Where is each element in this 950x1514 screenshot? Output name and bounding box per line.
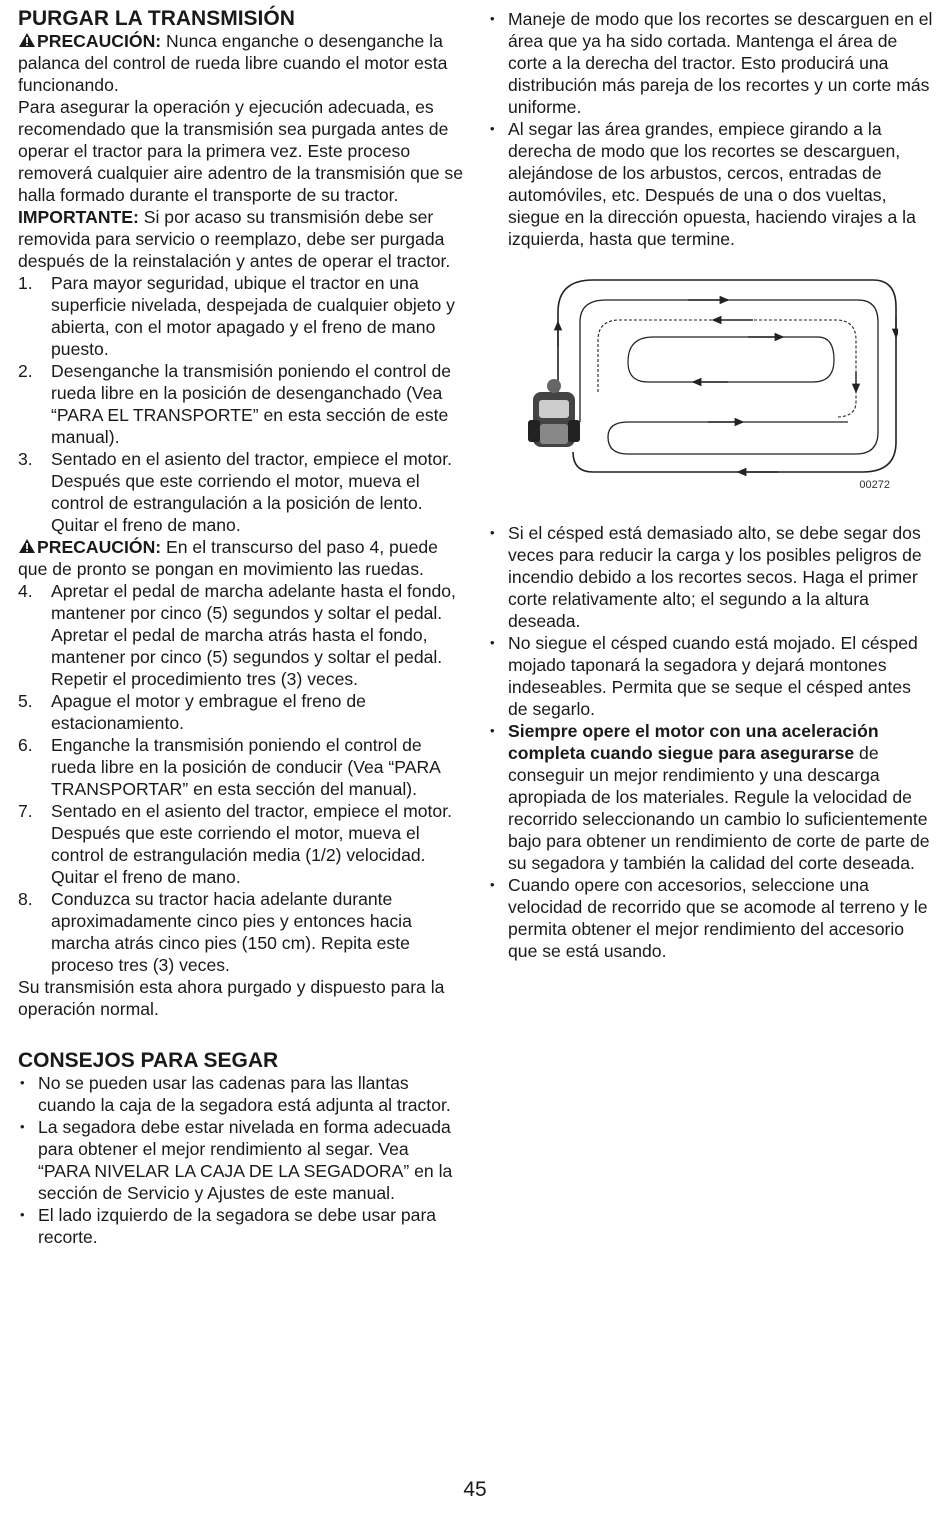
step-number: 4. xyxy=(18,581,33,601)
step-item xyxy=(18,272,463,360)
caution-1-label: PRECAUCIÓN: xyxy=(37,31,162,51)
important-note xyxy=(18,206,463,272)
step-number: 3. xyxy=(18,449,33,469)
step-item xyxy=(18,888,463,976)
caution-2-text: En el transcurso del paso 4, puede que de pronto se pongan en movimiento las ruedas. xyxy=(18,537,438,579)
step-number: 7. xyxy=(18,801,33,821)
inner-path-2 xyxy=(598,320,856,417)
warning-triangle-icon xyxy=(18,538,36,554)
caution-1 xyxy=(18,30,463,96)
step-text: Para mayor seguridad, ubique el tractor en una superficie nivelada, despejada de cualquier objeto y abierta, con el motor apagado y el freno de mano puesto. xyxy=(51,273,455,359)
list-item: • Cuando opere con accesorios, seleccione una velocidad de recorrido que se acomode al terreno y le permita obtener el mejor rendimiento del accesorio que se está usando. xyxy=(488,874,934,962)
step-item xyxy=(18,360,463,448)
important-text: Si por acaso su transmisión debe ser removida para servicio o reemplazo, debe ser purgada después de la reinstalación y antes de operar el tractor. xyxy=(18,207,451,271)
step-number: 6. xyxy=(18,735,33,755)
step-text: Conduzca su tractor hacia adelante durante aproximadamente cinco pies y entonces hacia marcha atrás cinco pies (150 cm). Repita este proceso tres (3) veces. xyxy=(51,889,412,975)
purge-steps-b xyxy=(18,580,463,976)
list-item: • No siegue el césped cuando está mojado. El césped mojado taponará la segadora y dejará montones indeseables. Permita que se seque el césped antes de segarlo. xyxy=(488,632,934,720)
purge-intro: Para asegurar la operación y ejecución adecuada, es recomendado que la transmisión sea purgada antes de operar el tractor para la primera vez. Este proceso removerá cualquier aire adentro de la transmisión que se halla formado durante el transporte de su tractor. xyxy=(18,97,463,205)
warning-triangle-icon xyxy=(18,32,36,48)
tractor-icon xyxy=(528,379,580,447)
list-item: • La segadora debe estar nivelada en forma adecuada para obtener el mejor rendimiento al segar. Vea “PARA NIVELAR LA CAJA DE LA SEGADORA” en la sección de Servicio y Ajustes de este manual. xyxy=(18,1116,463,1204)
caution-2 xyxy=(18,536,463,580)
step-number: 2. xyxy=(18,361,33,381)
step-text: Enganche la transmisión poniendo el control de rueda libre en la posición de conducir (Vea “PARA TRANSPORTAR” en esta sección del manual). xyxy=(51,735,440,799)
step-item xyxy=(18,734,463,800)
page-number: 45 xyxy=(463,1478,487,1501)
tips-right-list-top xyxy=(488,8,934,250)
left-column xyxy=(18,8,463,1248)
step-number: 5. xyxy=(18,691,33,711)
list-item: • Maneje de modo que los recortes se descarguen en el área que ya ha sido cortada. Mantenga el área de corte a la derecha del tractor. Esto producirá una distribución más pareja de los recortes y un corte más uniforme. xyxy=(488,8,934,118)
list-item: • Al segar las área grandes, empiece girando a la derecha de modo que los recortes se descarguen, alejándose de los arbustos, cercos, entradas de automóviles, etc. Después de una o dos vueltas, siegue en la dirección opuesta, haciendo virajes a la izquierda, hasta que termine. xyxy=(488,118,934,250)
tips-left-list xyxy=(18,1072,463,1248)
step-item xyxy=(18,800,463,888)
caution-2-label: PRECAUCIÓN: xyxy=(37,537,162,557)
step-item xyxy=(18,580,463,690)
section-title-purge: PURGAR LA TRANSMISIÓN xyxy=(18,7,295,30)
step-text: Sentado en el asiento del tractor, empiece el motor. Después que este corriendo el motor, mueva el control de estrangulación a la posición de lento. Quitar el freno de mano. xyxy=(51,449,452,535)
list-item-text: de conseguir un mejor rendimiento y una descarga apropiada de los materiales. Regule la velocidad de recorrido seleccionando un cambio lo suficientemente bajo para obtener un rendimiento de corte de parte de su segadora y también la calidad del corte deseada. xyxy=(508,743,930,873)
inner-path-1 xyxy=(580,300,878,454)
step-number: 1. xyxy=(18,273,33,293)
step-item xyxy=(18,448,463,536)
step-text: Apretar el pedal de marcha adelante hasta el fondo, mantener por cinco (5) segundos y soltar el pedal. Apretar el pedal de marcha atrás hasta el fondo, mantener por cinco (5) segundos y soltar el pedal. Repetir el procedimiento tres (3) veces. xyxy=(51,581,456,689)
step-text: Desenganche la transmisión poniendo el control de rueda libre en la posición de desenganchado (Vea “PARA EL TRANSPORTE” en esta sección de este manual). xyxy=(51,361,452,447)
diagram-code: 00272 xyxy=(859,479,890,491)
right-column xyxy=(488,8,934,962)
bold-lead: Siempre opere el motor con una aceleración completa cuando siegue para asegurarse xyxy=(508,721,879,763)
step-text: Apague el motor y embrague el freno de estacionamiento. xyxy=(51,691,366,733)
purge-closing: Su transmisión esta ahora purgado y dispuesto para la operación normal. xyxy=(18,977,445,1019)
list-item: • No se pueden usar las cadenas para las llantas cuando la caja de la segadora está adjunta al tractor. xyxy=(18,1072,463,1116)
inner-path-3 xyxy=(628,337,834,382)
tips-right-list-bottom xyxy=(488,522,934,962)
list-item xyxy=(488,720,934,874)
list-item: • El lado izquierdo de la segadora se debe usar para recorte. xyxy=(18,1204,463,1248)
step-item xyxy=(18,690,463,734)
important-label: IMPORTANTE: xyxy=(18,207,139,227)
list-item: • Si el césped está demasiado alto, se debe segar dos veces para reducir la carga y los posibles peligros de incendio debido a los recortes secos. Haga el primer corte relativamente alto; el segundo a la altura deseada. xyxy=(488,522,934,632)
caution-1-text: Nunca enganche o desenganche la palanca del control de rueda libre cuando el motor esta funcionando. xyxy=(18,31,448,95)
mowing-pattern-diagram xyxy=(518,272,898,492)
step-number: 8. xyxy=(18,889,33,909)
section-title-tips: CONSEJOS PARA SEGAR xyxy=(18,1049,279,1072)
step-text: Sentado en el asiento del tractor, empiece el motor. Después que este corriendo el motor, mueva el control de estrangulación media (1/2) velocidad. Quitar el freno de mano. xyxy=(51,801,452,887)
purge-steps-a xyxy=(18,272,463,536)
